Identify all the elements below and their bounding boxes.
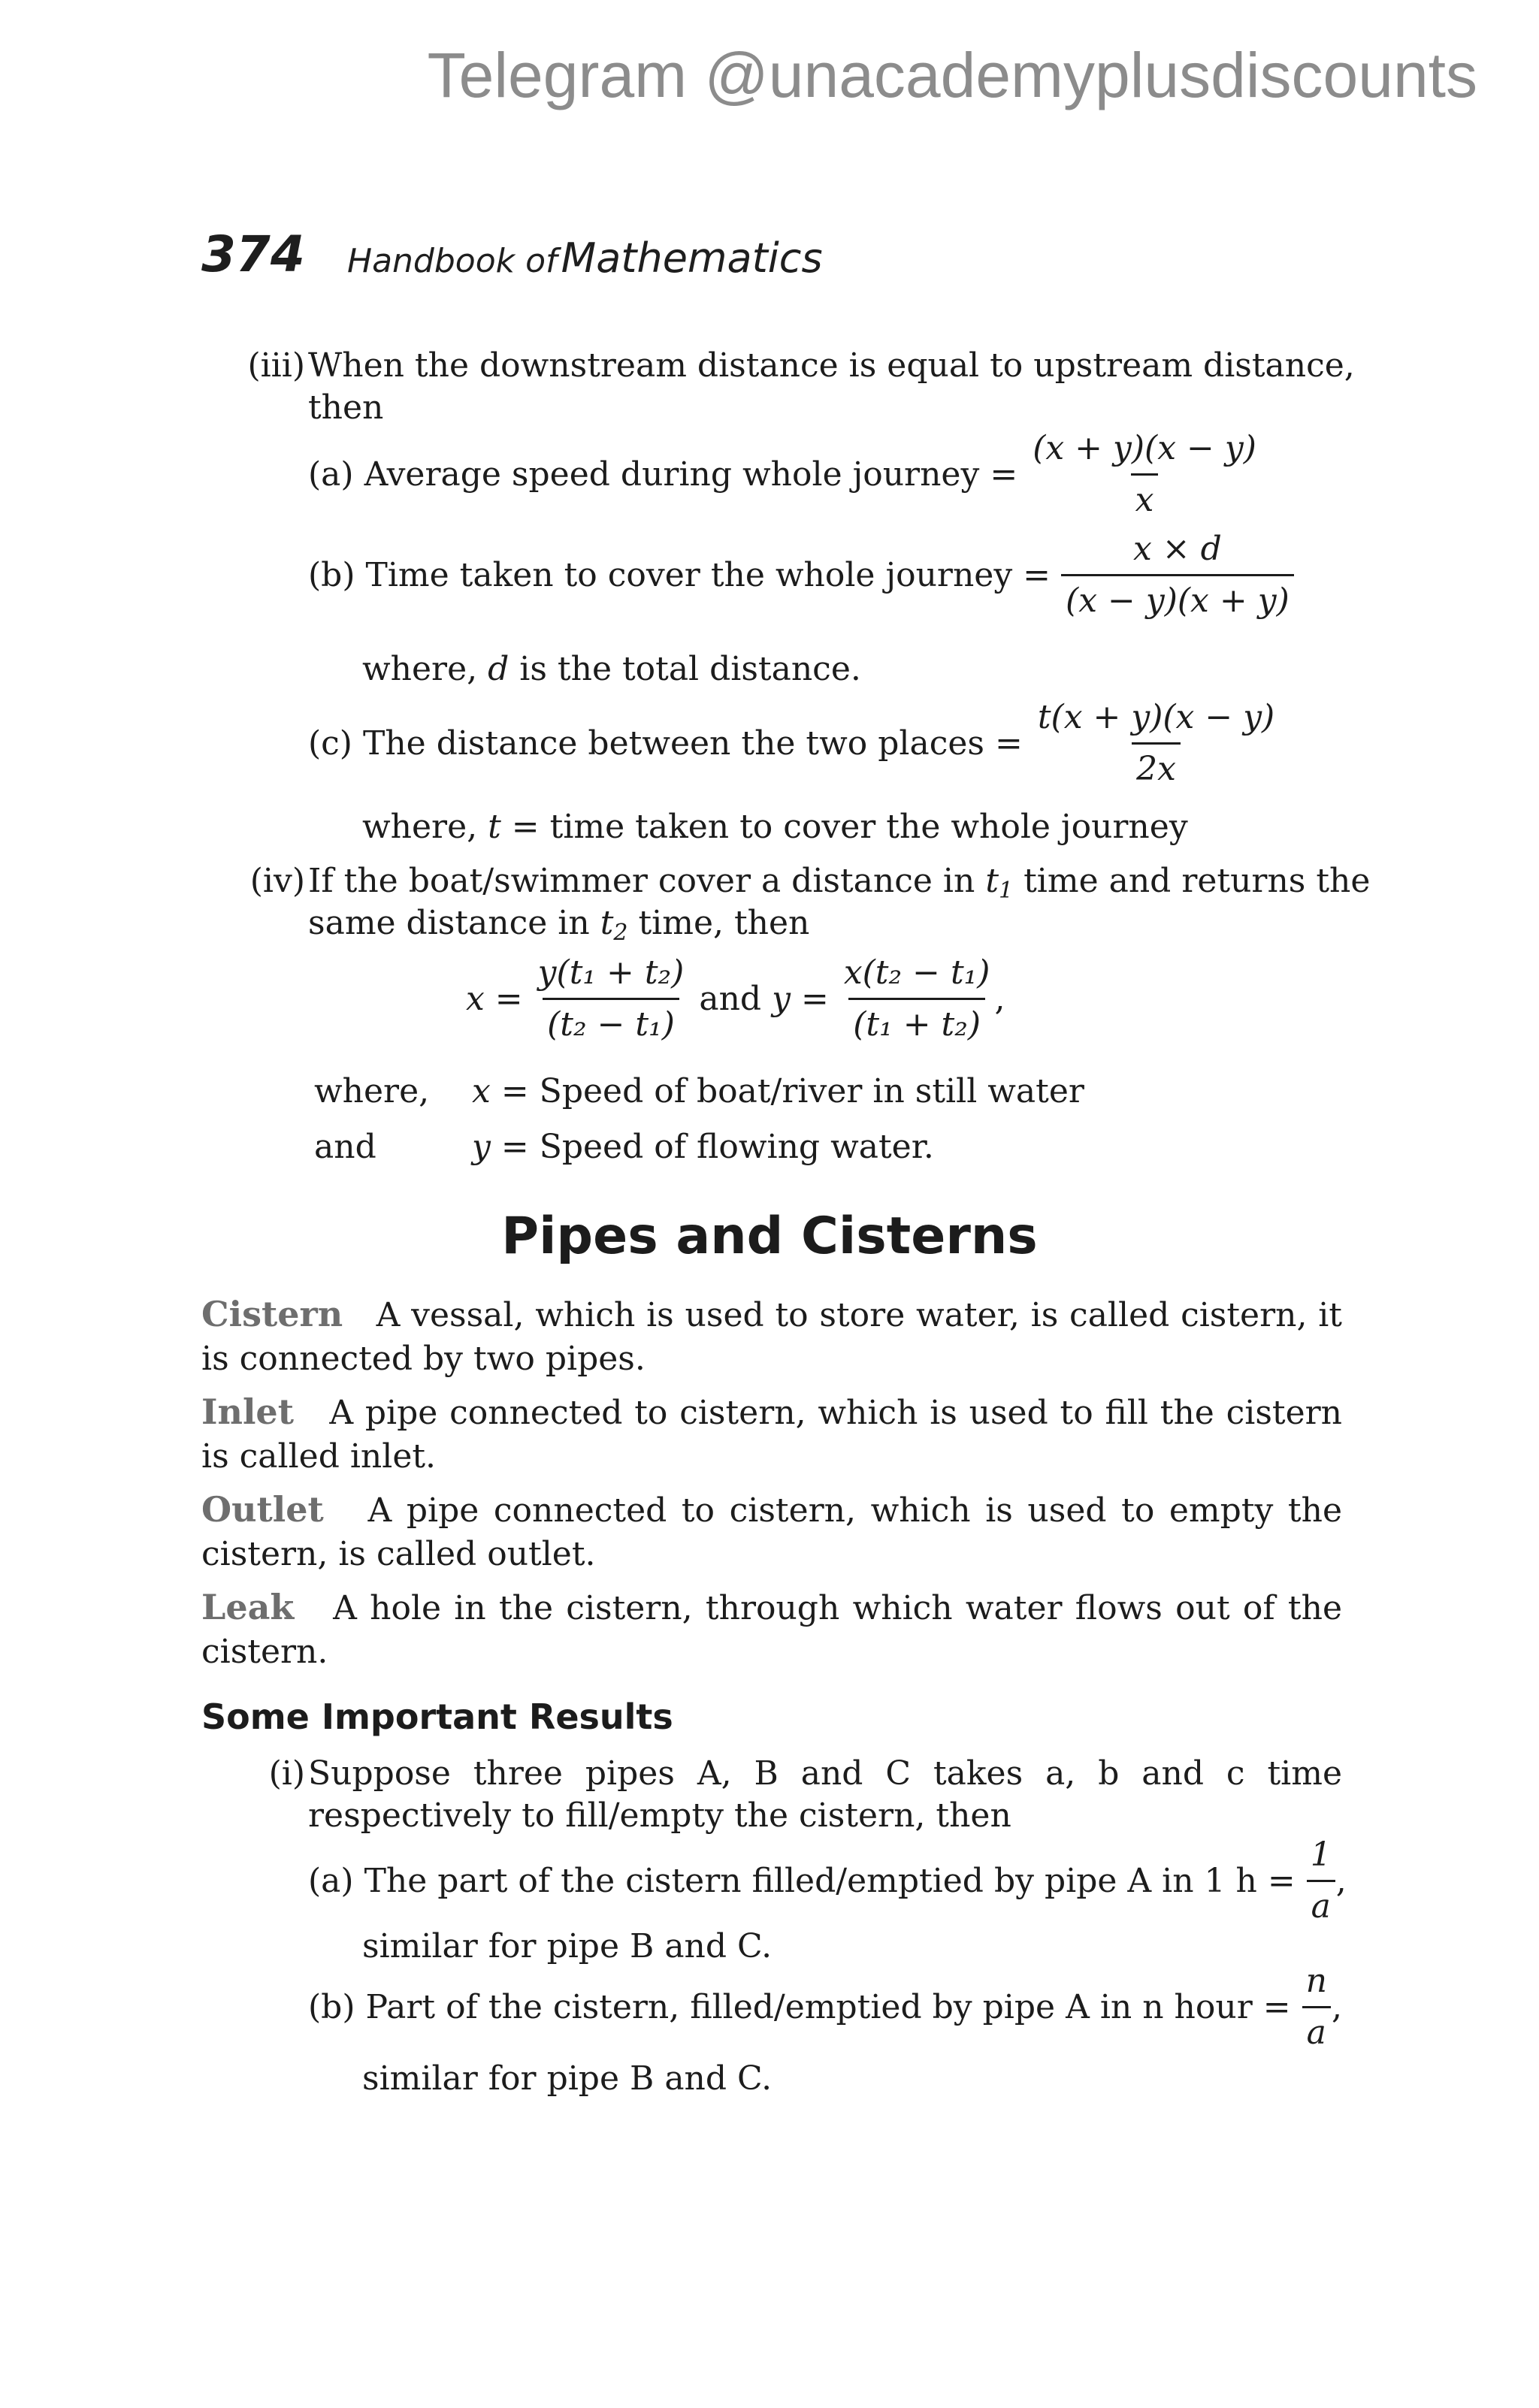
item-iii-text-line2: then <box>308 388 384 427</box>
item-iv-line1-pre: If the boat/swimmer cover a distance in <box>308 862 975 900</box>
item-iii-b-note <box>362 648 861 691</box>
fraction-denominator: (t₁ + t₂) <box>848 998 985 1047</box>
definition-outlet <box>201 1488 1342 1576</box>
fraction-numerator: 1 <box>1310 1835 1332 1874</box>
book-title-subject: Mathematics <box>561 234 823 282</box>
fraction-denominator: x <box>1131 473 1159 522</box>
definition-term: Leak <box>201 1587 295 1627</box>
item-iii-c-fraction <box>1033 696 1279 791</box>
note-suffix: = time taken to cover the whole journey <box>511 808 1188 846</box>
item-iv-equations <box>466 951 1005 1047</box>
y-equals: y = <box>772 979 829 1018</box>
definition-text: A vessal, which is used to store water, is called cistern, it is connected by two pipes. <box>201 1296 1342 1378</box>
item-iv-line2 <box>308 902 809 955</box>
y-fraction <box>839 951 995 1047</box>
item-iii-b-fraction <box>1061 527 1294 623</box>
fraction-numerator: n <box>1305 1962 1327 2000</box>
item-iv-line2-post: time, then <box>638 904 810 942</box>
t2-symbol: $t_2$ <box>600 904 628 946</box>
where-y-definition <box>472 1125 934 1169</box>
definition-leak <box>201 1585 1342 1674</box>
fraction-numerator: t(x + y)(x − y) <box>1037 698 1275 736</box>
fraction-numerator: y(t₁ + t₂) <box>537 953 685 992</box>
fraction-numerator: (x + y)(x − y) <box>1033 429 1256 467</box>
where-x-definition <box>472 1070 1084 1113</box>
y-definition-text: = Speed of flowing water. <box>500 1128 934 1166</box>
page-number: 374 <box>201 225 305 283</box>
x-equals: x = <box>466 979 523 1018</box>
item-iii-text-line1: When the downstream distance is equal to upstream distance, <box>308 346 1355 385</box>
item-iii-c <box>308 696 1279 791</box>
trailing-comma: , <box>994 979 1005 1018</box>
note-suffix: is the total distance. <box>519 650 861 688</box>
note-prefix: where, <box>362 650 478 688</box>
result-i-a-text: The part of the cistern filled/emptied by pipe A in 1 h = <box>364 1861 1296 1900</box>
and-word: and <box>699 979 762 1018</box>
fraction-denominator: a <box>1307 1880 1335 1929</box>
definition-term: Inlet <box>201 1391 294 1432</box>
watermark-text: Telegram @unacademyplusdiscounts <box>427 40 1477 110</box>
result-i-a-note: similar for pipe B and C. <box>362 1927 773 1965</box>
result-i-b-note: similar for pipe B and C. <box>362 2059 773 2098</box>
book-title <box>347 234 823 282</box>
t1-symbol: $t_1$ <box>985 862 1014 904</box>
fraction-denominator: (x − y)(x + y) <box>1061 574 1294 623</box>
item-iv-line1-post: time and returns the <box>1023 862 1371 900</box>
definition-text: A pipe connected to cistern, which is used to fill the cistern is called inlet. <box>201 1394 1342 1476</box>
item-iv-number: (iv) <box>249 862 305 900</box>
result-i-number: (i) <box>268 1754 305 1793</box>
where-label: where, <box>314 1072 430 1110</box>
definition-cistern <box>201 1292 1342 1381</box>
item-iii-c-label: (c) <box>308 724 352 763</box>
item-iii-c-note <box>362 805 1188 849</box>
item-iii-c-text: The distance between the two places = <box>362 724 1023 763</box>
result-i-a <box>308 1833 1347 1929</box>
results-heading: Some Important Results <box>201 1696 673 1737</box>
definition-text: A pipe connected to cistern, which is used to empty the cistern, is called outlet. <box>201 1491 1342 1573</box>
item-iii-a-fraction <box>1028 427 1261 522</box>
fraction-numerator: x(t₂ − t₁) <box>843 953 990 992</box>
and-label: and <box>314 1128 376 1166</box>
item-iv-line2-pre: same distance in <box>308 904 590 942</box>
fraction-denominator: (t₂ − t₁) <box>543 998 679 1047</box>
item-iii-b <box>308 527 1294 623</box>
book-title-prefix: Handbook of <box>347 242 558 280</box>
item-iii-a-text: Average speed during whole journey = <box>364 455 1018 494</box>
item-iii-a <box>308 427 1261 522</box>
trailing-comma: , <box>1335 1861 1347 1900</box>
y-variable: y <box>472 1128 491 1166</box>
trailing-comma: , <box>1331 1987 1342 2026</box>
result-i-a-label: (a) <box>308 1861 354 1900</box>
result-i-a-fraction <box>1306 1833 1336 1929</box>
note-variable: t <box>488 808 501 846</box>
fraction-numerator: x × d <box>1132 530 1222 568</box>
definition-inlet <box>201 1390 1342 1479</box>
result-i-b <box>308 1959 1342 2055</box>
definition-term: Outlet <box>201 1489 324 1530</box>
x-definition-text: = Speed of boat/river in still water <box>500 1072 1084 1110</box>
note-prefix: where, <box>362 808 478 846</box>
result-i-line1: Suppose three pipes A, B and C takes a, b and c time <box>308 1754 1342 1793</box>
item-iii-b-label: (b) <box>308 555 355 594</box>
item-iii-b-text: Time taken to cover the whole journey = <box>365 555 1051 594</box>
fraction-denominator: 2x <box>1132 742 1181 791</box>
x-fraction <box>534 951 689 1047</box>
item-iii-number: (iii) <box>247 346 305 385</box>
x-variable: x <box>472 1072 491 1110</box>
result-i-line2: respectively to fill/empty the cistern, then <box>308 1796 1011 1835</box>
fraction-denominator: a <box>1302 2006 1331 2055</box>
result-i-b-fraction <box>1302 1959 1332 2055</box>
definition-text: A hole in the cistern, through which water flows out of the cistern. <box>201 1589 1342 1671</box>
result-i-b-text: Part of the cistern, filled/emptied by pipe A in n hour = <box>365 1987 1291 2026</box>
definition-term: Cistern <box>201 1294 343 1334</box>
section-title: Pipes and Cisterns <box>501 1207 1038 1266</box>
note-variable: d <box>488 650 509 688</box>
item-iii-a-label: (a) <box>308 455 354 494</box>
result-i-b-label: (b) <box>308 1987 355 2026</box>
